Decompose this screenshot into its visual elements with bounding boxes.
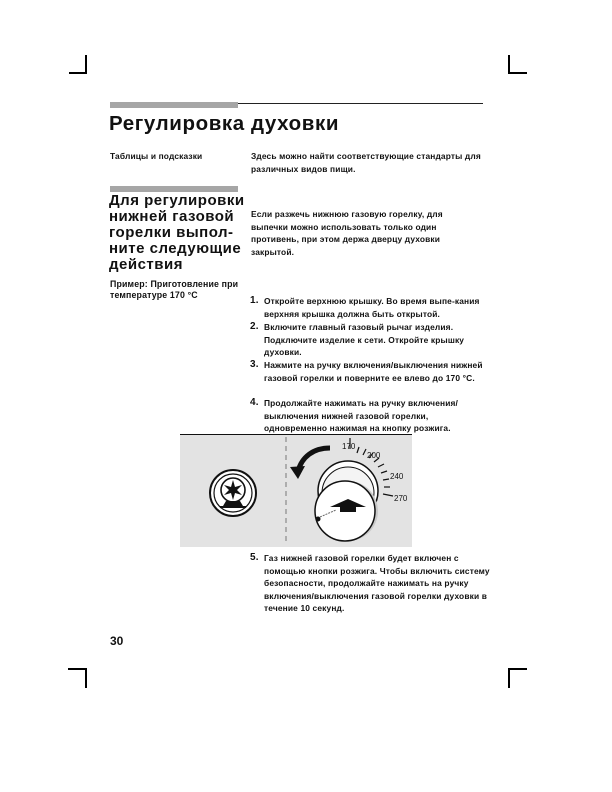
section-heading-line: нижней газовой <box>109 208 235 225</box>
step-number: 5. <box>250 552 259 563</box>
page-title: Регулировка духовки <box>109 112 340 135</box>
section-heading-line: Для регулировки <box>109 192 245 209</box>
page-number: 30 <box>110 634 124 648</box>
step-4 <box>250 397 490 435</box>
crop-mark-top-left-h <box>69 72 87 74</box>
step-number: 4. <box>250 397 259 408</box>
oven-control-illustration <box>180 434 412 547</box>
section-heading-line: горелки выпол- <box>109 224 234 241</box>
dial-label-200: 200 <box>367 451 381 460</box>
step-text: Откройте верхнюю крышку. Во время выпе-кания верхняя крышка должна быть открытой. <box>264 296 480 319</box>
crop-mark-bottom-right-h <box>508 668 527 670</box>
step-2 <box>250 321 490 359</box>
dial-label-170: 170 <box>342 442 356 451</box>
step-number: 3. <box>250 359 259 370</box>
step-text: Нажмите на ручку включения/выключения нижней газовой горелки и поверните ее влево до 170 °С. <box>264 360 483 383</box>
intro-label: Таблицы и подсказки <box>110 151 203 161</box>
step-5 <box>250 552 490 615</box>
ignition-button-icon <box>210 470 256 516</box>
header-grey-bar <box>110 102 238 108</box>
temperature-knob-icon <box>315 461 378 541</box>
step-text: Газ нижней газовой горелки будет включен с помощью кнопки розжига. Чтобы включить систему безопасности, продолжайте нажимать на ручку включения/выключения газовой горелки духовки в течение 10 секунд. <box>264 553 490 614</box>
section-note: Если разжечь нижнюю газовую горелку, для выпечки можно использовать только один противень, при этом держа дверцу духовки закрытой. <box>251 209 443 257</box>
dial-label-270: 270 <box>394 494 408 503</box>
step-3 <box>250 359 490 384</box>
section-heading <box>109 193 249 273</box>
step-1 <box>250 295 490 320</box>
step-text: Продолжайте нажимать на ручку включения/ выключения нижней газовой горелки, одновременно нажимая на кнопку розжига. <box>264 398 459 434</box>
illustration-svg <box>180 435 412 547</box>
step-text: Включите главный газовый рычаг изделия. Подключите изделие к сети. Откройте крышку духовки. <box>264 322 465 358</box>
crop-mark-bottom-left-v <box>85 668 87 688</box>
section-heading-line: действия <box>109 256 183 273</box>
header-rule <box>238 103 483 104</box>
section-heading-line: ните следующие <box>109 240 242 257</box>
crop-mark-top-right-h <box>508 72 527 74</box>
step-number: 1. <box>250 295 259 306</box>
crop-mark-bottom-right-v <box>508 668 510 688</box>
step-number: 2. <box>250 321 259 332</box>
intro-text: Здесь можно найти соответствующие стандарты для различных видов пищи. <box>251 151 481 174</box>
dial-label-240: 240 <box>390 472 404 481</box>
example-caption: Пример: Приготовление при температуре 170 °С <box>110 279 239 300</box>
